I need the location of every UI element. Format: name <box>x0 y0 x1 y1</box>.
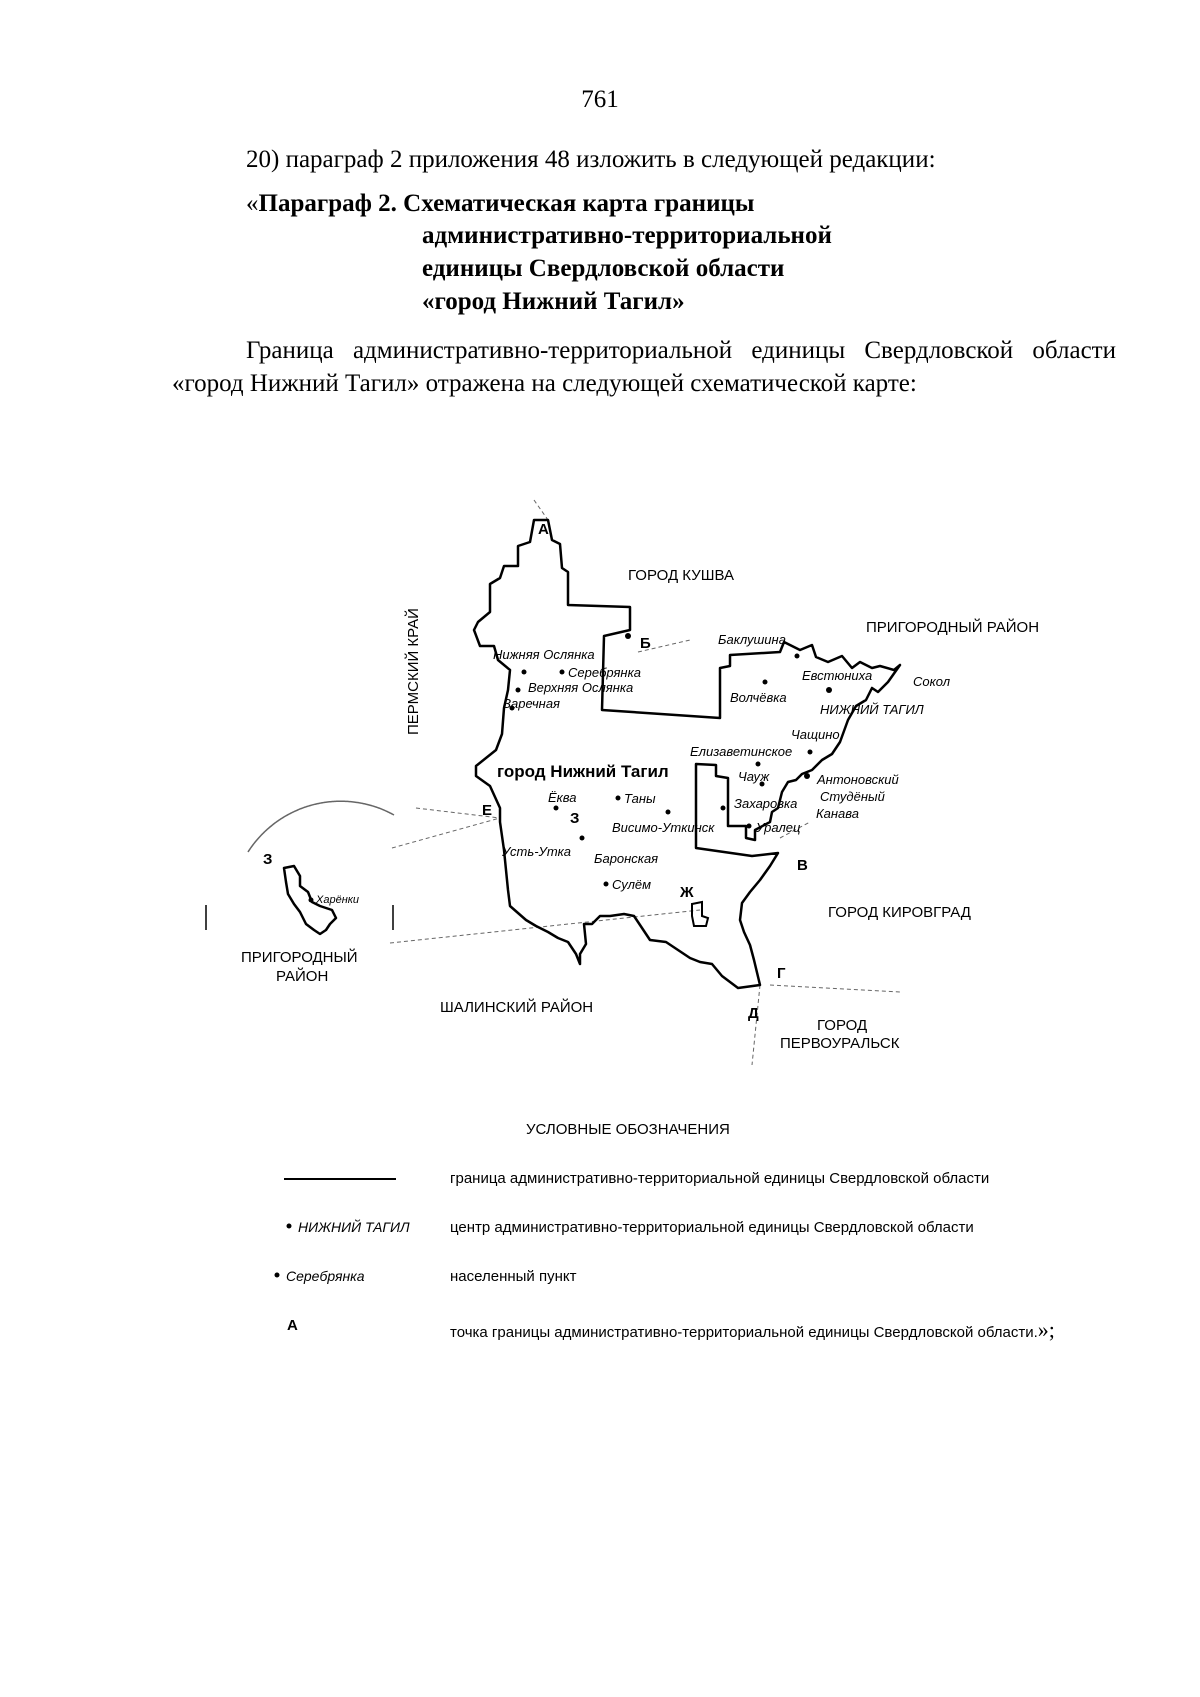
point-e: Е <box>482 802 493 819</box>
heading-line-3: единицы Свердловской области <box>422 255 785 282</box>
point-d: Д <box>748 1005 759 1022</box>
inset-map <box>206 801 394 934</box>
label-prigorodny-inset-2: РАЙОН <box>276 968 329 985</box>
settlement-chauzh: Чауж <box>738 769 770 784</box>
point-g: Г <box>777 965 786 982</box>
label-perm: ПЕРМСКИЙ КРАЙ <box>405 608 422 735</box>
settlement-studeny-1: Студёный <box>820 789 885 804</box>
legend-text-point-body: точка границы административно-территориальной единицы Свердловской области. <box>450 1324 1038 1341</box>
settlement-sokol: Сокол <box>913 674 951 689</box>
label-kushva: ГОРОД КУШВА <box>628 567 734 584</box>
settlement-serebryanka: Серебрянка <box>568 665 641 680</box>
settlement-nizhnyaya-oslyanka: Нижняя Ослянка <box>493 647 595 662</box>
settlement-sulem: Сулём <box>612 877 652 892</box>
settlement-chashchino: Чащино <box>791 727 840 742</box>
legend-center-dot <box>287 1224 292 1229</box>
settlement-visimo-utkinsk: Висимо-Уткинск <box>612 820 715 835</box>
point-b: Б <box>640 635 651 652</box>
settlement-tany: Таны <box>624 791 656 806</box>
legend-text-point <box>450 1317 1055 1343</box>
point-zh: Ж <box>680 884 694 901</box>
instruction-text: 20) параграф 2 приложения 48 изложить в следующей редакции: <box>246 146 936 173</box>
label-pervouralsk-1: ГОРОД <box>817 1017 868 1034</box>
page-number: 761 <box>581 86 619 113</box>
heading-text-1: Параграф 2. Схематическая карта границы <box>258 190 755 217</box>
legend-symbol-center: НИЖНИЙ ТАГИЛ <box>298 1219 410 1235</box>
point-z: З <box>570 810 580 827</box>
legend-symbol-point: А <box>287 1317 298 1334</box>
legend-symbol-settlement: Серебрянка <box>286 1268 365 1284</box>
label-prigorodny-ne: ПРИГОРОДНЫЙ РАЙОН <box>866 619 1040 636</box>
settlement-antonovsky: Антоновский <box>817 772 899 787</box>
body-paragraph: Граница административно-территориальной единицы Свердловской области «город Нижний Тагил» отражена на следующей схематической карте: <box>172 337 1116 397</box>
enclave-zh <box>692 902 708 926</box>
point-z-inset: З <box>263 851 273 868</box>
unit-name-label: город Нижний Тагил <box>497 762 669 781</box>
label-pervouralsk-2: ПЕРВОУРАЛЬСК <box>780 1035 900 1052</box>
settlement-studeny-2: Канава <box>816 806 860 821</box>
point-v: В <box>797 857 808 874</box>
legend-text-center: центр административно-территориальной единицы Свердловской области <box>450 1219 974 1236</box>
legend-text-settlement: населенный пункт <box>450 1268 577 1285</box>
heading-line-4: «город Нижний Тагил» <box>422 288 685 315</box>
heading-line-2: административно-территориальной <box>422 222 832 249</box>
settlement-ekva: Ёква <box>548 790 577 805</box>
settlement-kharenki: Харёнки <box>316 894 360 906</box>
settlement-ust-utka: Усть-Утка <box>502 844 572 859</box>
settlement-volchevka: Волчёвка <box>730 690 787 705</box>
settlement-baronskaya: Баронская <box>594 851 659 866</box>
heading-open-quote: « <box>246 190 259 217</box>
label-shalinsky: ШАЛИНСКИЙ РАЙОН <box>440 999 594 1016</box>
settlement-zakharovka: Захаровка <box>734 796 798 811</box>
settlement-elizavetinskoe: Елизаветинское <box>690 744 793 759</box>
label-prigorodny-inset-1: ПРИГОРОДНЫЙ <box>241 949 358 966</box>
legend-settlement-dot <box>275 1273 280 1278</box>
settlement-evstyunikha: Евстюниха <box>802 668 873 683</box>
settlement-verkhnyaya-oslyanka: Верхняя Ослянка <box>528 680 634 695</box>
legend-text-boundary: граница административно-территориальной единицы Свердловской области <box>450 1170 990 1187</box>
label-kirovgrad: ГОРОД КИРОВГРАД <box>828 904 971 921</box>
settlement-zarechnaya: Заречная <box>503 696 560 711</box>
center-nizhny-tagil: НИЖНИЙ ТАГИЛ <box>820 702 924 717</box>
legend-closing-quote: »; <box>1037 1317 1055 1342</box>
point-a: А <box>538 521 549 538</box>
settlement-uralets: Уралец <box>756 820 801 835</box>
settlement-baklushina: Баклушина <box>718 632 786 647</box>
legend-title: УСЛОВНЫЕ ОБОЗНАЧЕНИЯ <box>526 1121 730 1138</box>
